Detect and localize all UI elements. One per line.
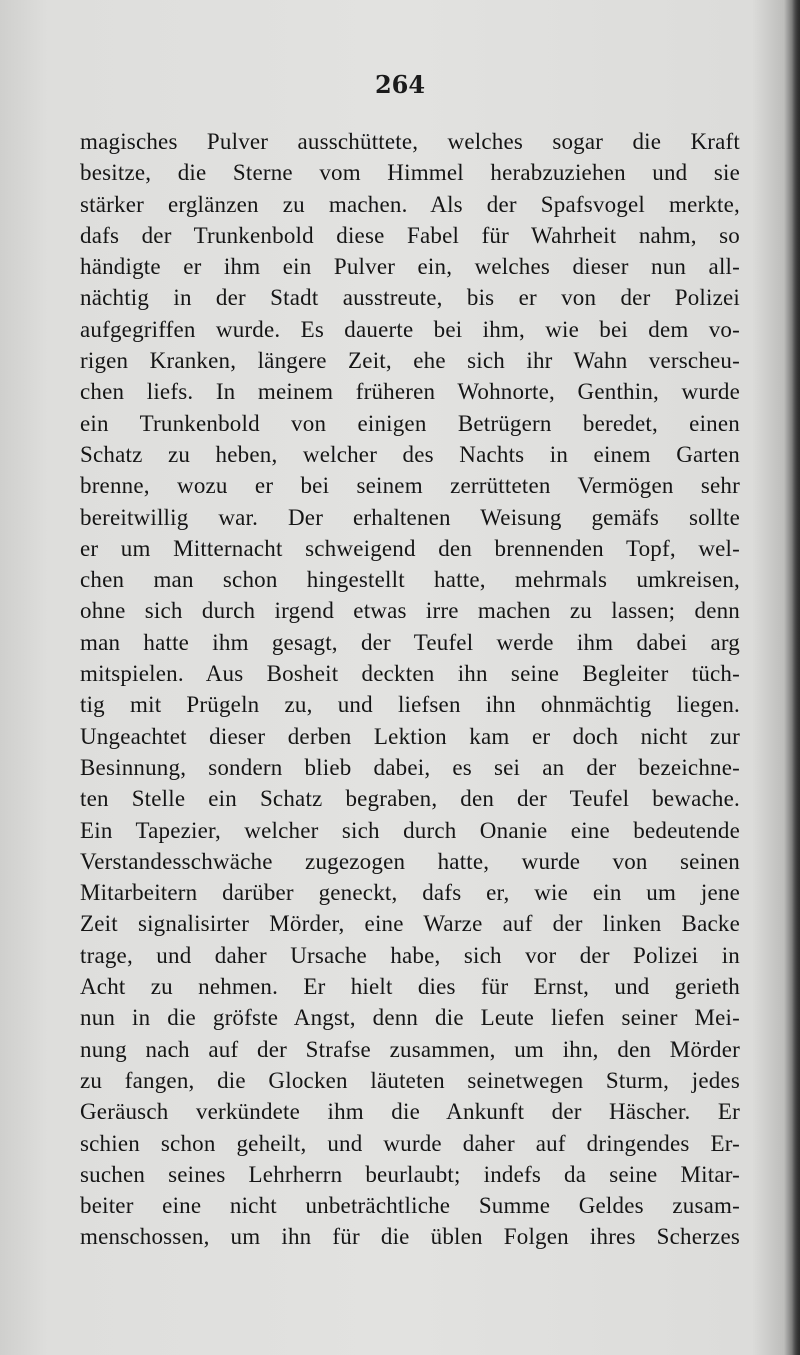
- text-line: schien schon geheilt, und wurde daher auf dringendes Er-: [80, 1130, 740, 1156]
- body-text: [80, 126, 740, 1253]
- text-line: nächtig in der Stadt ausstreute, bis er von der Polizei: [80, 285, 740, 311]
- text-line: händigte er ihm ein Pulver ein, welches dieser nun all-: [80, 254, 740, 280]
- text-line: tig mit Prügeln zu, und liefsen ihn ohnmächtig liegen.: [80, 692, 740, 718]
- text-line: Geräusch verkündete ihm die Ankunft der Häscher. Er: [80, 1099, 740, 1125]
- text-line: beiter eine nicht unbeträchtliche Summe Geldes zusam-: [80, 1193, 740, 1219]
- text-line: Acht zu nehmen. Er hielt dies für Ernst, und gerieth: [80, 974, 740, 1000]
- text-line: besitze, die Sterne vom Himmel herabzuziehen und sie: [80, 160, 740, 186]
- text-line: Besinnung, sondern blieb dabei, es sei an der bezeichne-: [80, 754, 740, 780]
- page-edge-shadow: [792, 0, 800, 1355]
- text-line: nung nach auf der Strafse zusammen, um ihn, den Mörder: [80, 1036, 740, 1062]
- text-line: zu fangen, die Glocken läuteten seinetwegen Sturm, jedes: [80, 1067, 740, 1093]
- text-line: Ein Tapezier, welcher sich durch Onanie eine bedeutende: [80, 817, 740, 843]
- text-line: stärker erglänzen zu machen. Als der Spafsvogel merkte,: [80, 191, 740, 217]
- text-line: brenne, wozu er bei seinem zerrütteten Vermögen sehr: [80, 473, 740, 499]
- text-line: trage, und daher Ursache habe, sich vor der Polizei in: [80, 942, 740, 968]
- text-line: suchen seines Lehrherrn beurlaubt; indefs da seine Mitar-: [80, 1161, 740, 1187]
- text-line: chen liefs. In meinem früheren Wohnorte, Genthin, wurde: [80, 379, 740, 405]
- page-number: 264: [374, 70, 426, 99]
- text-line: man hatte ihm gesagt, der Teufel werde ihm dabei arg: [80, 629, 740, 655]
- text-line: nun in die gröfste Angst, denn die Leute liefen seiner Mei-: [80, 1005, 740, 1031]
- text-line: bereitwillig war. Der erhaltenen Weisung gemäfs sollte: [80, 504, 740, 530]
- text-line: dafs der Trunkenbold diese Fabel für Wahrheit nahm, so: [80, 222, 740, 248]
- text-line: er um Mitternacht schweigend den brennenden Topf, wel-: [80, 535, 740, 561]
- text-line: ein Trunkenbold von einigen Betrügern beredet, einen: [80, 410, 740, 436]
- text-line: rigen Kranken, längere Zeit, ehe sich ihr Wahn verscheu-: [80, 348, 740, 374]
- text-line: menschossen, um ihn für die üblen Folgen ihres Scherzes: [80, 1224, 740, 1250]
- text-line: aufgegriffen wurde. Es dauerte bei ihm, wie bei dem vo-: [80, 316, 740, 342]
- text-line: Verstandesschwäche zugezogen hatte, wurde von seinen: [80, 848, 740, 874]
- text-line: mitspielen. Aus Bosheit deckten ihn seine Begleiter tüch-: [80, 661, 740, 687]
- text-line: Ungeachtet dieser derben Lektion kam er doch nicht zur: [80, 723, 740, 749]
- text-line: ohne sich durch irgend etwas irre machen zu lassen; denn: [80, 598, 740, 624]
- text-line: Zeit signalisirter Mörder, eine Warze auf der linken Backe: [80, 911, 740, 937]
- text-line: chen man schon hingestellt hatte, mehrmals umkreisen,: [80, 567, 740, 593]
- text-line: magisches Pulver ausschüttete, welches sogar die Kraft: [80, 129, 740, 154]
- text-line: ten Stelle ein Schatz begraben, den der Teufel bewache.: [80, 786, 740, 812]
- text-line: Mitarbeitern darüber geneckt, dafs er, wie ein um jene: [80, 880, 740, 906]
- text-line: Schatz zu heben, welcher des Nachts in einem Garten: [80, 441, 740, 467]
